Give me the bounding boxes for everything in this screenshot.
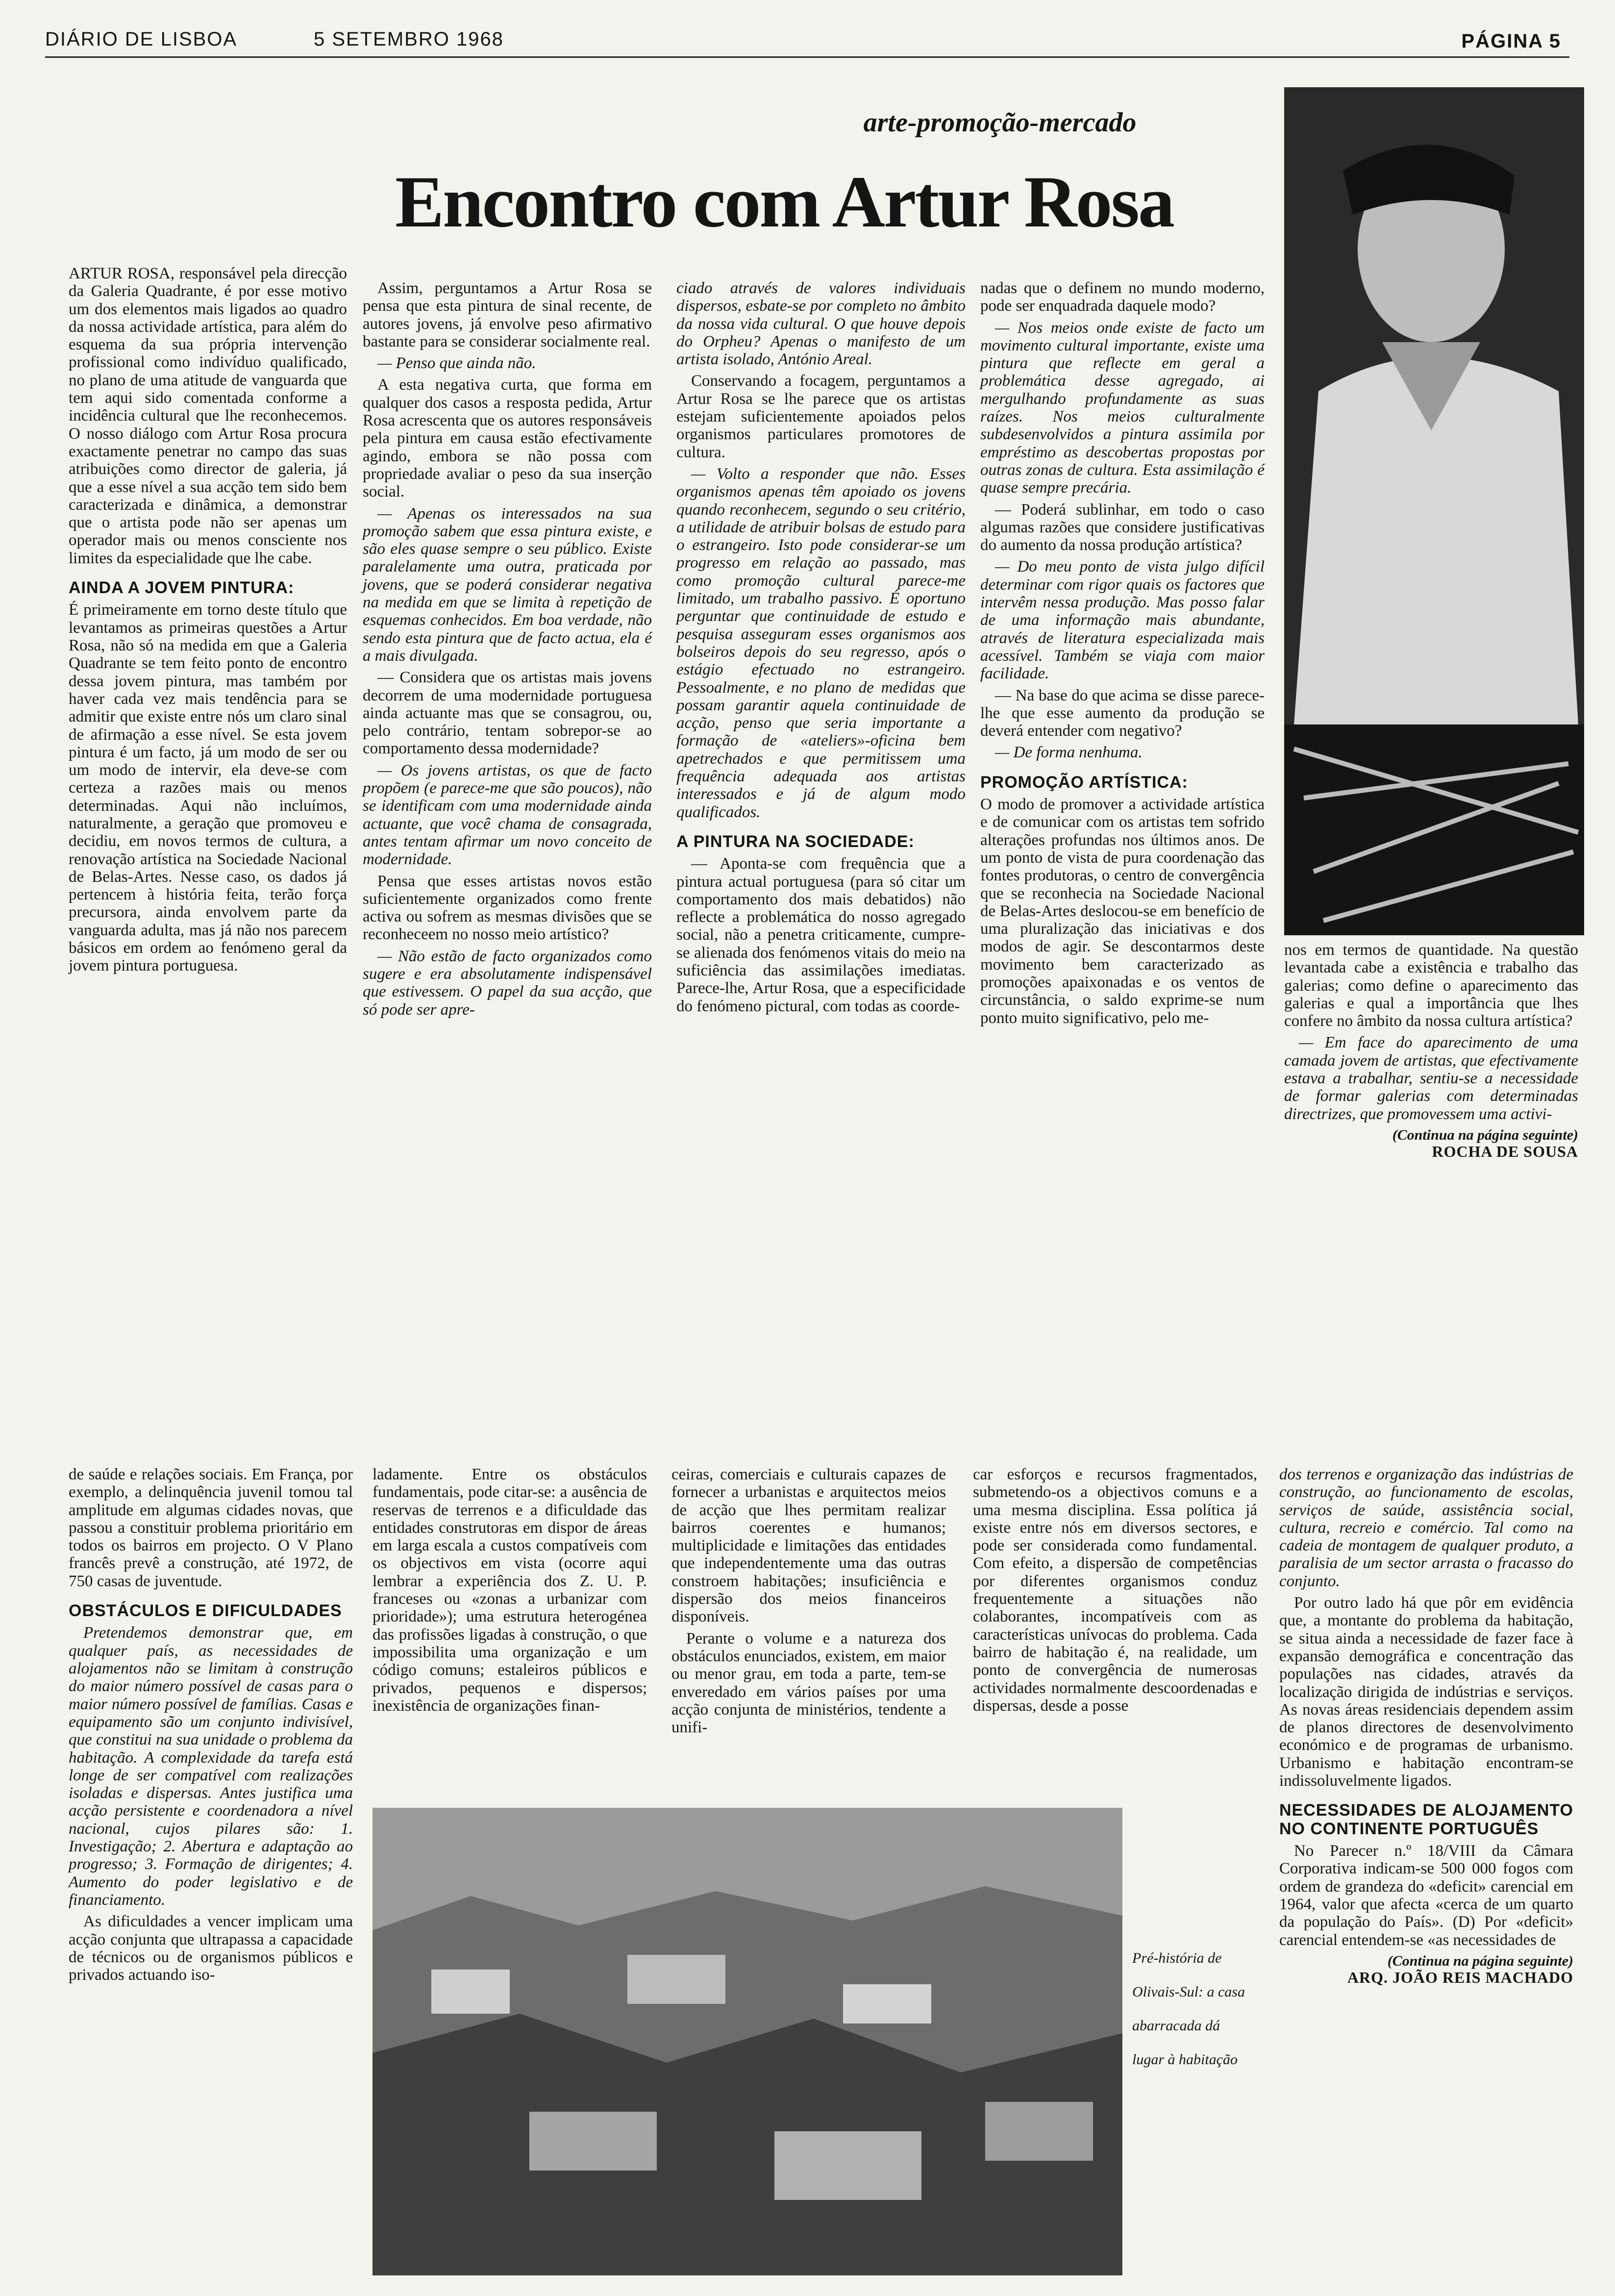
paragraph: nos em termos de quantidade. Na questão levantada cabe a existência e trabalho das galerias; como define o aparecimento das galerias e qual a importância que lhes confere no âmbito da nossa cultura artística?: [1284, 941, 1578, 1030]
header-rule: [45, 56, 1569, 58]
article-kicker: arte-promoção-mercado: [863, 107, 1137, 138]
paragraph: — De forma nenhuma.: [995, 744, 1143, 762]
paragraph: — Penso que ainda não.: [377, 354, 536, 373]
article1-column-4: [980, 279, 1265, 1031]
paragraph: No Parecer n.º 18/VIII da Câmara Corporativa indicam-se 500 000 fogos com ordem de grandeza do «deficit» carencial em 1964, valor que afecta «cerca de um quarto da população do País». (D) Por «deficit» carencial entendem-se «as necessidades de: [1279, 1842, 1573, 1949]
paragraph: de saúde e relações sociais. Em França, por exemplo, a delinquência juvenil tomou tal amplitude em algumas cidades novas, que passou a constituir problema prioritário em todos os bairros em projecto. O V Plano francês prevê a construção, até 1972, de 750 casas de juventude.: [69, 1466, 353, 1590]
article1-col3-heading: A PINTURA NA SOCIEDADE:: [676, 832, 915, 851]
article2-column-5: [1279, 1466, 1573, 1986]
author-byline: ARQ. JOÃO REIS MACHADO: [1347, 1968, 1573, 1986]
paragraph: — Considera que os artistas mais jovens decorrem de uma modernidade portuguesa ainda actuante mas que se consagrou, ou, pelo contrário, tentam sobrepor-se ao comportamento dessa modernidade?: [363, 669, 652, 758]
paragraph: car esforços e recursos fragmentados, submetendo-os a objectivos comuns e a uma mesma disciplina. Essa política já existe entre nós em diversos sectores, e pode ser considerada como fundamental. Com efeito, a dispersão de competências por diferentes organismos conduz frequentemente a situações não colaborantes, incompatíveis com as características unívocas do problema. Cada bairro de habitação é, na realidade, um ponto de convergência de numerosas actividades normalmente descoordenadas e dispersas, desde a posse: [973, 1466, 1257, 1715]
paragraph: Perante o volume e a natureza dos obstáculos enunciados, existem, em maior ou menor grau, em toda a parte, tem-se enveredado em vários países por uma acção conjunta de ministérios, tendente a unifi-: [671, 1629, 946, 1737]
paragraph: — Em face do aparecimento de uma camada jovem de artistas, que efectivamente estava a trabalhar, sentiu-se a necessidade de formar galerias com determinadas directrizes, que promovessem uma activi-: [1284, 1034, 1578, 1123]
paragraph: — Os jovens artistas, os que de facto propõem (e parece-me que são poucos), não se identificam com uma modernidade ainda actuante, que você chama de consagrada, antes tentam afirmar um novo conceito de modernidade.: [363, 761, 652, 869]
paragraph: Pensa que esses artistas novos estão suficientemente organizados como frente activa ou sofrem as mesmas divisões que se reconheceem no nosso meio artístico?: [363, 872, 652, 944]
slum-photo-graphic: [373, 1808, 1122, 2275]
paragraph: — Nos meios onde existe de facto um movimento cultural importante, existe uma pintura que reflecte em geral a problemática desse agregado, ai mergulhando profundamente as suas raízes. Nos meios culturalmente subdesenvolvidos a pintura assimila por empréstimo as descobertas propostas por outras zonas de cultura. Esta assimilação é quase sempre precária.: [980, 319, 1265, 497]
paragraph: — Volto a responder que não. Esses organismos apenas têm apoiado os jovens quando reconhecem, segundo o seu critério, a utilidade de atribuir bolsas de estudo para o estrangeiro. Isto pode considerar-se um progresso em relação ao passado, mas como promoção cultural parece-me limitado, um trabalho passivo. É oportuno perguntar que continuidade de estudo e pesquisa asseguram esses organismos aos bolseiros depois do seu regresso, após o estágio efectuado no estrangeiro. Pessoalmente, e no plano de medidas que possam garantir aquela continuidade de acção, penso que seria importante a formação de «ateliers»-oficina bem apetrechados e que permitissem uma frequência adequada aos artistas interessados e já de algum modo qualificados.: [676, 465, 966, 821]
article1-col4-heading: PROMOÇÃO ARTÍSTICA:: [980, 773, 1188, 792]
paragraph: ceiras, comerciais e culturais capazes de fornecer a urbanistas e arquitectos meios de acção que lhes permitam realizar bairros coerentes e humanos; multiplicidade e limitações das entidades que independentemente uma das outras constroem habitações; insuficiência e dispersão dos meios financeiros disponíveis.: [671, 1466, 946, 1626]
article1-col1-heading: AINDA A JOVEM PINTURA:: [69, 578, 295, 598]
paragraph: Conservando a focagem, perguntamos a Artur Rosa se lhe parece que os artistas estejam suficientemente apoiados pelos organismos particulares promotores de cultura.: [676, 372, 966, 461]
article1-col1-paragraph: É primeiramente em torno deste título que levantamos as primeiras questões a Artur Rosa, não só na medida em que a Galeria Quadrante se tem feito ponto de encontro dessa jovem pintura, mas também por haver cada vez mais tendência para se admitir que existe entre nós um claro sinal de afirmação a esse nível. Se esta jovem pintura é um facto, já um modo de ser ou um modo de intervir, ela deve-se com certeza a razões mais ou menos determinadas. Aqui não incluímos, naturalmente, a geração que promoveu e decidiu, em novos termos de cultura, a renovação artística na Sociedade Nacional de Belas-Artes. Nesse caso, os dados já pertencem à história feita, terão força precursora, ainda envolvem parte da vanguarda adulta, mas já não nos parecem básicos em ordem ao fenómeno geral da jovem pintura portuguesa.: [69, 601, 347, 975]
article1-column-2: [363, 279, 652, 1023]
article2-col5-heading: NECESSIDADES DE ALOJAMENTO NO CONTINENTE PORTUGUÊS: [1279, 1801, 1573, 1838]
article1-column-3: [676, 279, 966, 1019]
article1-column-1: [69, 265, 347, 979]
article1-column-5: [1284, 941, 1578, 1160]
paragraph: — Poderá sublinhar, em todo o caso algumas razões que considere justificativas do aumento da nossa produção artística?: [980, 500, 1265, 554]
article2-column-3: [671, 1466, 946, 1740]
paragraph: Por outro lado há que pôr em evidência que, a montante do problema da habitação, se situa ainda a necessidade de fazer face à expansão demográfica e concentração das populações nas cidades, através da localização dirigida de indústrias e serviços. As novas áreas residenciais dependem assim de planos directores de desenvolvimento económico e de programas de urbanismo. Urbanismo e habitação encontram-se indissoluvelmente ligados.: [1279, 1594, 1573, 1790]
paragraph: Assim, perguntamos a Artur Rosa se pensa que esta pintura de sinal recente, de autores jovens, já envolve peso afirmativo bastante para se considerar socialmente real.: [363, 279, 652, 350]
article2-column-1: [69, 1466, 353, 1988]
page-number: PÁGINA 5: [1461, 30, 1561, 52]
newspaper-name: DIÁRIO DE LISBOA: [45, 28, 238, 50]
article-title: Encontro com Artur Rosa: [395, 161, 1173, 243]
paragraph: — Apenas os interessados na sua promoção sabem que essa pintura existe, e são eles quase sempre o seu público. Existe paralelamente uma outra, praticada por jovens, que se poderá considerar negativa na medida em que se limita à repetição de esquemas conhecidos. Em boa verdade, não sendo esta pintura que de facto actua, ela é a mais divulgada.: [363, 504, 652, 665]
article2-column-4: [973, 1466, 1257, 1719]
paragraph: As dificuldades a vencer implicam uma acção conjunta que ultrapassa a capacidade de técnicos ou de organismos públicos e privados actuando iso-: [69, 1913, 353, 1984]
portrait-photo: [1284, 87, 1584, 935]
paragraph: — Do meu ponto de vista julgo difícil determinar com rigor quais os factores que intervêm nessa produção. Mas posso falar de uma informação mais abundante, através de literatura especializada mais acessível. Também se viaja com maior facilidade.: [980, 558, 1265, 683]
photo-caption: Pré-história de Olivais-Sul: a casa abarracada dá lugar à habitação: [1132, 1950, 1245, 2068]
paragraph: ciado através de valores individuais dispersos, esbate-se por completo no âmbito da nossa vida cultural. O que houve depois do Orpheu? Apenas o manifesto de um artista isolado, António Areal.: [676, 279, 966, 369]
paragraph: dos terrenos e organização das indústrias de construção, ao funcionamento de escolas, serviços de saúde, assistência social, cultura, recreio e comércio. Tal como na cadeia de montagem de qualquer produto, a paralisia de um sector arrasta o fracasso do conjunto.: [1279, 1466, 1573, 1590]
paragraph: — Não estão de facto organizados como sugere e era absolutamente indispensável que estivessem. O papel da sua acção, que só pode ser apre-: [363, 947, 652, 1019]
paragraph: — Na base do que acima se disse parece-lhe que esse aumento da produção se deverá entender com negativo?: [980, 686, 1265, 740]
paragraph: ladamente. Entre os obstáculos fundamentais, pode citar-se: a ausência de reservas de terrenos e a dificuldade das entidades construtoras em dispor de áreas em larga escala a custos compatíveis com os objectivos em vista (ocorre aqui lembrar a experiência dos Z. U. P. franceses ou «zonas a urbanizar com prioridade»); uma estrutura heterogénea das profissões ligadas à construção, o que impossibilita uma organização e um código comuns; estaleiros públicos e privados, pequenos e dispersos; inexistência de organizações finan-: [373, 1466, 647, 1715]
continued-note: (Continua na página seguinte): [1387, 1952, 1573, 1969]
paragraph: A esta negativa curta, que forma em qualquer dos casos a resposta pedida, Artur Rosa acrescenta que os autores responsáveis pela pintura em causa estão efectivamente agindo, embora se não possa com propriedade avaliar o peso da sua inserção social.: [363, 376, 652, 501]
issue-date: 5 SETEMBRO 1968: [314, 28, 504, 50]
author-byline: ROCHA DE SOUSA: [1432, 1142, 1578, 1160]
article1-col1-intro: ARTUR ROSA, responsável pela direcção da Galeria Quadrante, é por esse motivo um dos elementos mais ligados ao quadro da nossa actividade artística, para além do esquema da sua própria intervenção profissional como indivíduo qualificado, no plano de uma atitude de vanguarda que tem aqui sido comentada conforme a incidência cultural que lhe reconhecemos. O nosso diálogo com Artur Rosa procura exactamente penetrar no campo das suas atribuições como director de galeria, já que a esse nível a sua acção tem sido bem caracterizada e dinâmica, a demonstrar que o artista pode não ser apenas um operador mais ou menos consciente nos limites da especialidade que lhe cabe.: [69, 265, 347, 567]
slum-photo: [373, 1808, 1122, 2275]
paragraph: O modo de promover a actividade artística e de comunicar com os artistas tem sofrido alterações profundas nos últimos anos. De um ponto de vista de pura coordenação das fontes produtoras, o centro de convergência que se reconhecia na Sociedade Nacional de Belas-Artes deslocou-se em benefício de uma pluralização das iniciativas e dos modos de agir. Se descontarmos deste movimento bem caracterizado as promoções apaixonadas e os ventos de circunstância, o saldo exprime-se num ponto muito significativo, pelo me-: [980, 796, 1265, 1027]
paragraph: nadas que o definem no mundo moderno, pode ser enquadrada daquele modo?: [980, 279, 1265, 315]
article2-column-2: [373, 1466, 647, 1719]
paragraph: Pretendemos demonstrar que, em qualquer país, as necessidades de alojamentos não se limitam à construção do maior número possível de casas para o maior número possível de famílias. Casas e equipamento são um conjunto indivisível, que constitui na sua unidade o problema da habitação. A complexidade da tarefa está longe de ser compatível com realizações isoladas e dispersas. Antes justifica uma acção persistente e coordenadora a nível nacional, cujos pilares são: 1. Investigação; 2. Abertura e adaptação ao progresso; 3. Formação de dirigentes; 4. Aumento do poder legislativo e de financiamento.: [69, 1624, 353, 1909]
continued-note: (Continua na página seguinte): [1392, 1126, 1578, 1143]
paragraph: — Aponta-se com frequência que a pintura actual portuguesa (para só citar um comportamento dos mais debatidos) não reflecte a problemática do nosso agregado social, não a penetra criticamente, cumpre-se alienada dos fenómenos vitais do meio na suficiência das assimilações imediatas. Parece-lhe, Artur Rosa, que a especificidade do fenómeno pictural, com todas as coorde-: [676, 855, 966, 1015]
article2-col1-heading: OBSTÁCULOS E DIFICULDADES: [69, 1601, 342, 1621]
portrait-photo-graphic: [1284, 87, 1584, 935]
